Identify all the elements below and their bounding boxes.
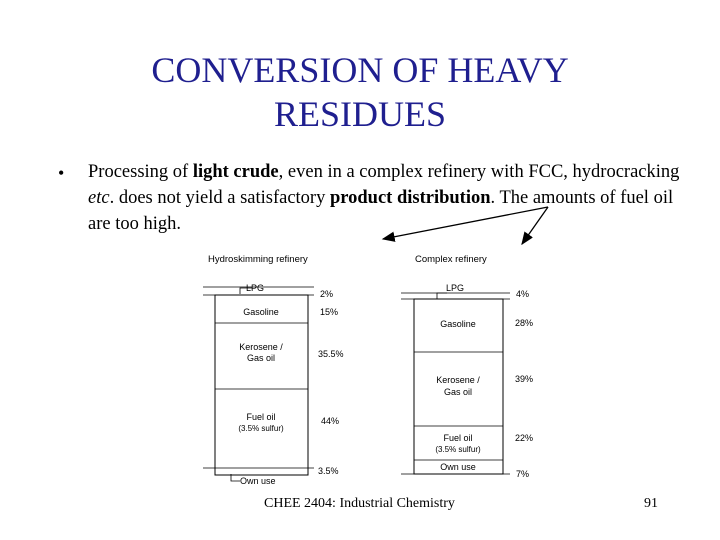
hydroskimming-title: Hydroskimming refinery bbox=[208, 254, 308, 265]
title-line-2: RESIDUES bbox=[273, 94, 447, 134]
complex-column bbox=[401, 254, 533, 479]
cx-lpg-pct: 4% bbox=[516, 289, 530, 299]
hs-own-use-label: Own use bbox=[240, 476, 276, 486]
cx-own-use-label: Own use bbox=[440, 462, 476, 472]
arrow-to-complex bbox=[522, 207, 548, 244]
bullet-emphasis-light-crude: light crude bbox=[192, 162, 279, 182]
cx-fuel-oil-label-1: Fuel oil bbox=[443, 433, 473, 443]
hs-kerosene-label-1: Kerosene / bbox=[239, 342, 283, 352]
bullet-emphasis-product-distribution: product distribution bbox=[329, 188, 491, 208]
hs-lpg-label: LPG bbox=[246, 283, 265, 293]
complex-title: Complex refinery bbox=[415, 254, 487, 265]
hs-lpg-pct: 2% bbox=[320, 289, 334, 299]
hs-kerosene-label-2: Gas oil bbox=[246, 353, 276, 363]
cx-kerosene-pct: 39% bbox=[515, 374, 534, 384]
cx-lpg-bracket bbox=[437, 293, 447, 299]
bullet-text-part: . does not yield a satisfactory bbox=[109, 188, 330, 208]
bullet-text-part: Processing of bbox=[88, 162, 193, 182]
title-line-1: CONVERSION OF HEAVY bbox=[151, 50, 569, 90]
hs-fuel-oil-pct: 44% bbox=[321, 416, 340, 426]
cx-gasoline-label: Gasoline bbox=[440, 319, 476, 329]
footer-course-label: CHEE 2404: Industrial Chemistry bbox=[264, 496, 455, 511]
cx-lpg-label: LPG bbox=[446, 283, 465, 293]
hs-gasoline-pct: 15% bbox=[320, 307, 339, 317]
bullet-text-part: , even in a complex refinery with FCC, hydrocracking bbox=[278, 162, 680, 182]
hs-fuel-oil-label-2: (3.5% sulfur) bbox=[238, 424, 284, 433]
cx-gasoline-pct: 28% bbox=[515, 318, 534, 328]
cx-fuel-oil-label-2: (3.5% sulfur) bbox=[435, 445, 481, 454]
cx-kerosene-label-2: Gas oil bbox=[443, 387, 473, 397]
arrow-to-hydroskimming bbox=[383, 207, 548, 239]
bullet-italic-etc: etc bbox=[88, 188, 110, 208]
cx-own-use-pct: 7% bbox=[516, 469, 530, 479]
hs-column-box bbox=[215, 295, 308, 475]
hs-fuel-oil-label-1: Fuel oil bbox=[246, 412, 276, 422]
hs-kerosene-pct: 35.5% bbox=[318, 349, 344, 359]
bullet-marker: • bbox=[58, 163, 65, 183]
slide-number: 91 bbox=[644, 496, 658, 511]
hs-own-use-pct: 3.5% bbox=[318, 466, 339, 476]
cx-fuel-oil-pct: 22% bbox=[515, 433, 534, 443]
hydroskimming-column bbox=[203, 254, 344, 486]
hs-gasoline-label: Gasoline bbox=[243, 307, 279, 317]
cx-kerosene-label-1: Kerosene / bbox=[436, 375, 480, 385]
bullet-text-part: . The amounts of fuel oil are too high. bbox=[88, 188, 674, 234]
